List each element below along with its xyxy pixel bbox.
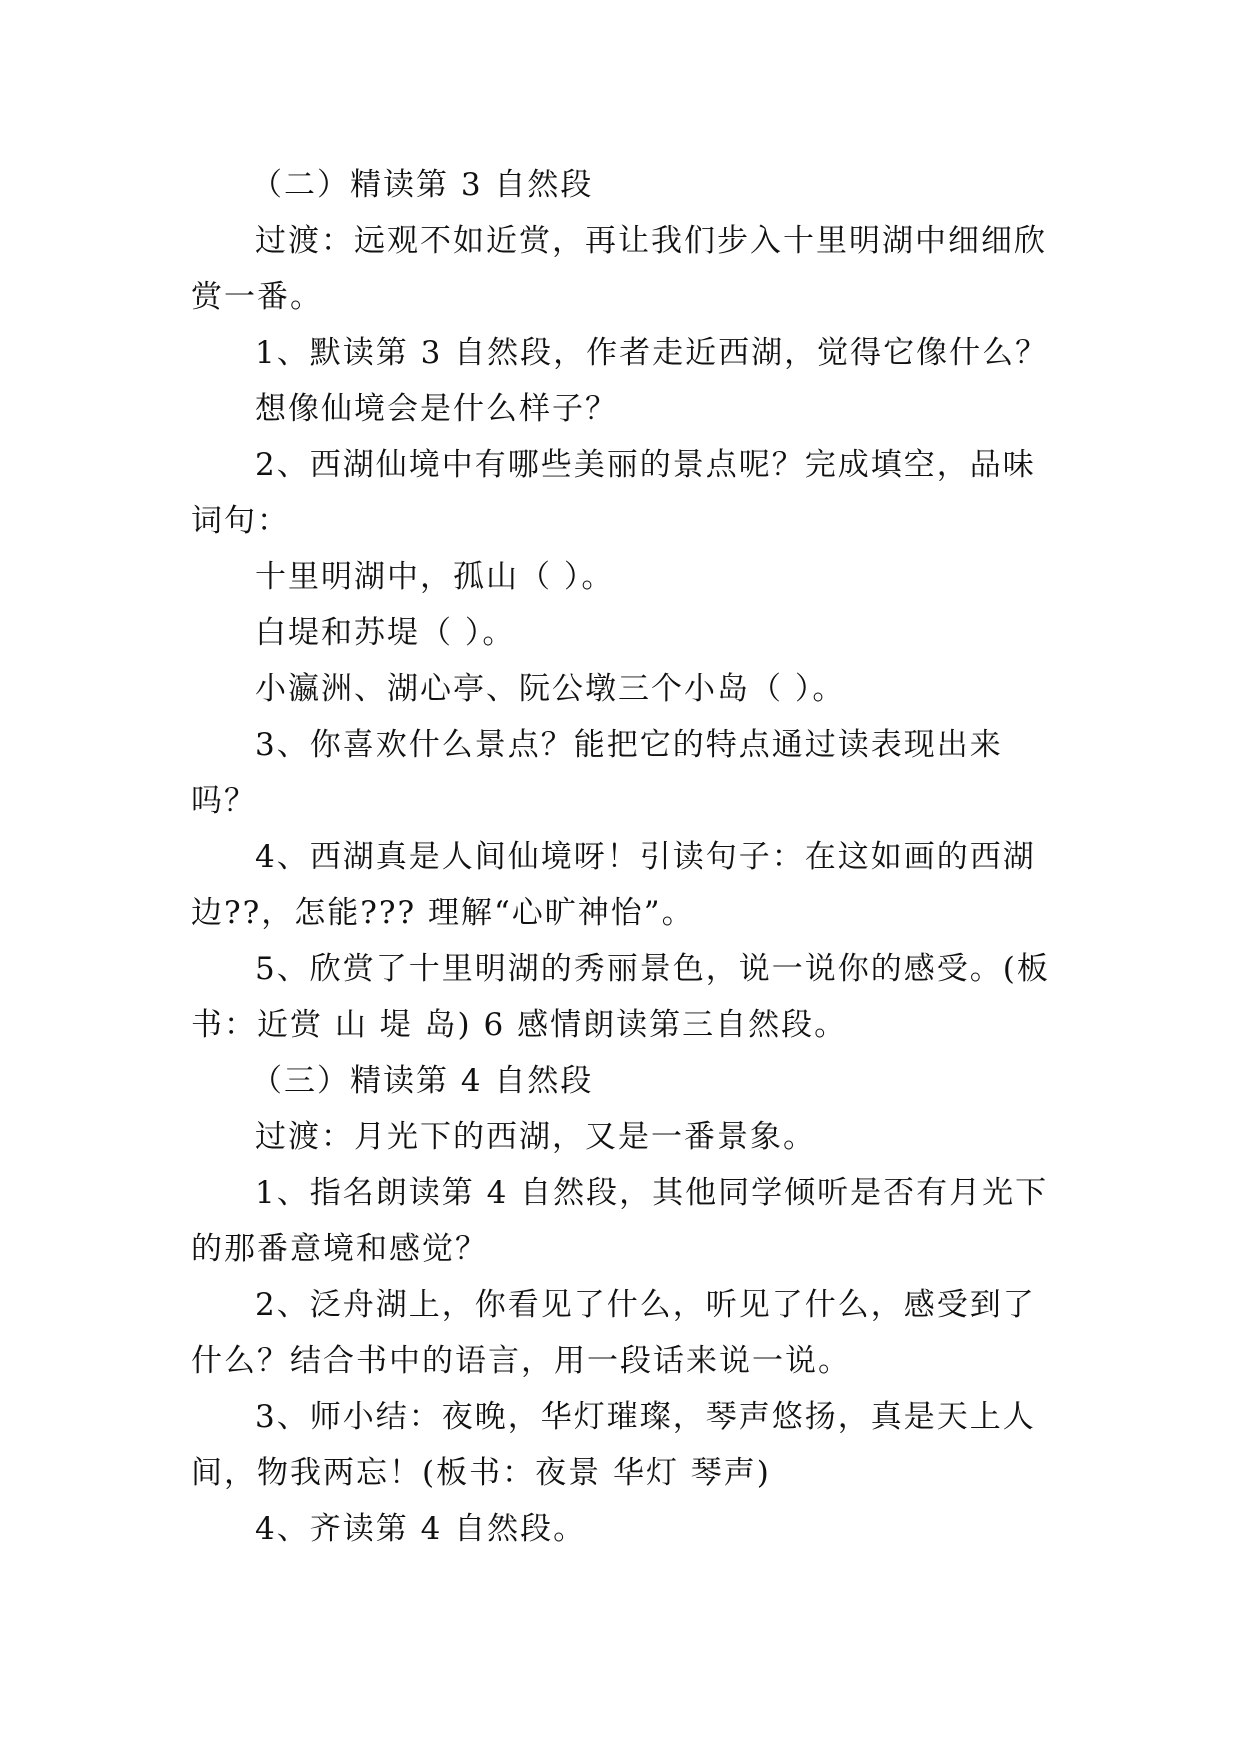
paragraph: 3、师小结：夜晚，华灯璀璨，琴声悠扬，真是天上人间，物我两忘！(板书：夜景 华灯 琴声) (191, 1399, 1036, 1491)
paragraph: 十里明湖中，孤山（ ）。 (255, 559, 615, 595)
paragraph: 2、西湖仙境中有哪些美丽的景点呢？完成填空，品味词句： (191, 447, 1036, 539)
paragraph: 4、西湖真是人间仙境呀！引读句子：在这如画的西湖边??，怎能??? 理解“心旷神怡”。 (191, 839, 1036, 931)
paragraph: 1、默读第 3 自然段，作者走近西湖，觉得它像什么？ (255, 335, 1049, 371)
paragraph: 5、欣赏了十里明湖的秀丽景色，说一说你的感受。(板书：近赏 山 堤 岛) 6 感情朗读第三自然段。 (191, 951, 1050, 1043)
paragraph: 白堤和苏堤（ ）。 (255, 615, 516, 651)
paragraph: 小瀛洲、湖心亭、阮公墩三个小岛（ ）。 (255, 671, 846, 707)
paragraph: 想像仙境会是什么样子？ (255, 391, 618, 427)
paragraph: 过渡：月光下的西湖，又是一番景象。 (255, 1119, 816, 1155)
section-heading: （二）精读第 3 自然段 (251, 167, 594, 203)
paragraph: 1、指名朗读第 4 自然段，其他同学倾听是否有月光下的那番意境和感觉？ (191, 1175, 1049, 1267)
paragraph: 4、齐读第 4 自然段。 (255, 1511, 587, 1547)
paragraph: 2、泛舟湖上，你看见了什么，听见了什么，感受到了什么？结合书中的语言，用一段话来说一说。 (191, 1287, 1036, 1379)
paragraph: 过渡：远观不如近赏，再让我们步入十里明湖中细细欣赏一番。 (191, 223, 1047, 315)
document-body (191, 157, 1051, 1557)
paragraph: 3、你喜欢什么景点？能把它的特点通过读表现出来吗？ (191, 727, 1003, 819)
section-heading: （三）精读第 4 自然段 (251, 1063, 594, 1099)
